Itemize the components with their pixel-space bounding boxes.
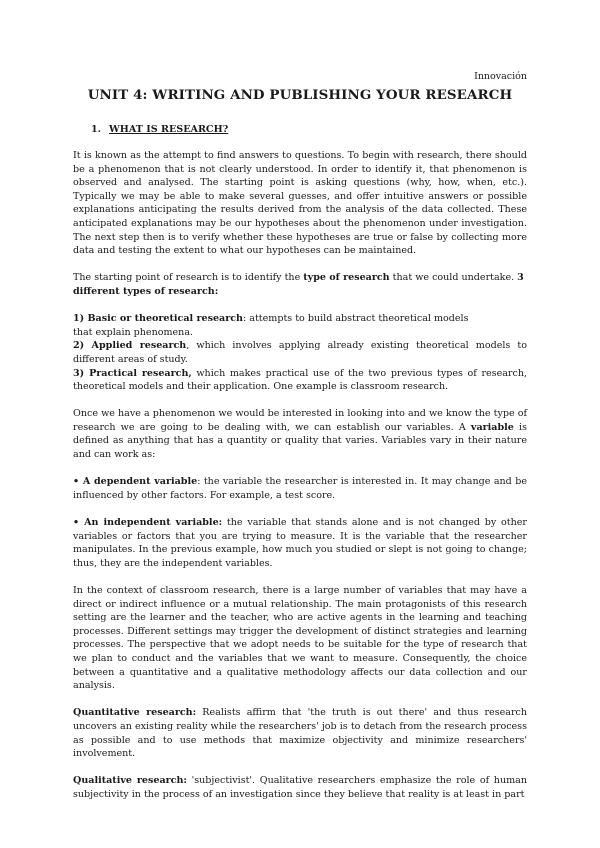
- types-intro-bold: type of research: [303, 272, 390, 284]
- paragraph-definition: It is known as the attempt to find answers to questions. To begin with research, there should be a phenomenon that is not clearly understood. In order to identify it, that phenomenon is observed and analysed. The starting point is asking questions (why, how, when, etc.). Typically we may be able to make several guesses, and offer intuitive answers or possible explanations anticipating the results derived from the analysis of the data collected. These anticipated explanations may be our hypotheses about the phenomenon under investigation. The next step then is to verify whether these hypotheses are true or false by collecting more data and testing the extent to what our hypotheses can be maintained.: [73, 150, 527, 257]
- paragraph-classroom-research: In the context of classroom research, there is a large number of variables that may have a direct or indirect influence or a mutual relationship. The main protagonists of this research setting are the learner and the teacher, who are active agents in the learning and teaching processes. Different settings may trigger the development of distinct strategies and learning processes. The perspective that we adopt needs to be suitable for the type of research that we plan to conduct and the variables that we want to measure. Consequently, the choice between a quantitative and a qualitative methodology affects our data collection and our analysis.: [73, 585, 527, 692]
- body-text: [73, 149, 527, 815]
- quantitative-text: Realists affirm that 'the truth is out there' and thus research uncovers an existing reality while the researchers' job is to detach from the research process as possible and to use methods that maximize objectivity and minimize researchers' involvement.: [73, 707, 528, 760]
- page-title: UNIT 4: WRITING AND PUBLISHING YOUR RESEARCH: [87, 87, 513, 103]
- list-item-practical-bold: 3) Practical research,: [73, 367, 192, 379]
- section-heading-text: WHAT IS RESEARCH?: [109, 124, 229, 135]
- section-heading: [91, 124, 228, 135]
- dependent-variable-text: : the variable the researcher is interested in. It may change and be influenced by other factors. For example, a test score.: [73, 476, 527, 501]
- research-types-list: [73, 312, 527, 394]
- qualitative-bold: Qualitative research:: [73, 775, 187, 787]
- types-intro-mid: that we could undertake.: [389, 272, 518, 284]
- paragraph-variables: [73, 407, 527, 461]
- list-item-basic-bold: 1) Basic or theoretical research: [73, 313, 244, 325]
- list-item-applied-bold: 2) Applied research: [73, 340, 187, 352]
- types-intro-bold-2: 3 different types of research:: [73, 272, 524, 297]
- list-item-practical: [73, 367, 527, 394]
- list-item-basic-text: : attempts to build abstract theoretical models: [243, 313, 469, 325]
- variables-text: Once we have a phenomenon we would be interested in looking into and we know the type of research we are going to be dealing with, we can establish our variables. A: [73, 408, 527, 433]
- list-item-applied-text: , which involves applying already existing theoretical models to different areas of study.: [73, 340, 527, 365]
- list-item-applied: [73, 339, 527, 366]
- section-number: 1.: [91, 124, 102, 135]
- list-item-basic-cont: that explain phenomena.: [73, 326, 194, 338]
- independent-variable-bold: • An independent variable:: [73, 517, 223, 529]
- paragraph-dependent-variable: [73, 475, 527, 502]
- variables-bold: variable: [470, 421, 514, 433]
- paragraph-qualitative: [73, 774, 527, 801]
- quantitative-bold: Quantitative research:: [73, 707, 197, 719]
- list-item-practical-text: which makes practical use of the two previous types of research, theoretical models and their application. One example is classroom research.: [73, 367, 527, 393]
- types-intro-text: The starting point of research is to identify the: [73, 272, 304, 284]
- list-item-basic: [73, 312, 527, 326]
- variables-text-rest: is defined as anything that has a quantity or quality that varies. Variables vary in their nature and can work as:: [73, 421, 527, 461]
- dependent-variable-bold: • A dependent variable: [73, 476, 198, 488]
- independent-variable-text: the variable that stands alone and is not changed by other variables or factors that you are trying to measure. It is the variable that the researcher manipulates. In the previous example, how much you studied or slept is not going to change; thus, they are the independent variables.: [73, 517, 527, 569]
- running-header: Innovación: [474, 71, 527, 82]
- paragraph-types-intro: [73, 271, 527, 298]
- paragraph-quantitative: [73, 706, 527, 760]
- paragraph-independent-variable: [73, 516, 527, 570]
- qualitative-text: 'subjectivist'. Qualitative researchers emphasize the role of human subjectivity in the process of an investigation since they believe that reality is at least in part: [73, 775, 527, 800]
